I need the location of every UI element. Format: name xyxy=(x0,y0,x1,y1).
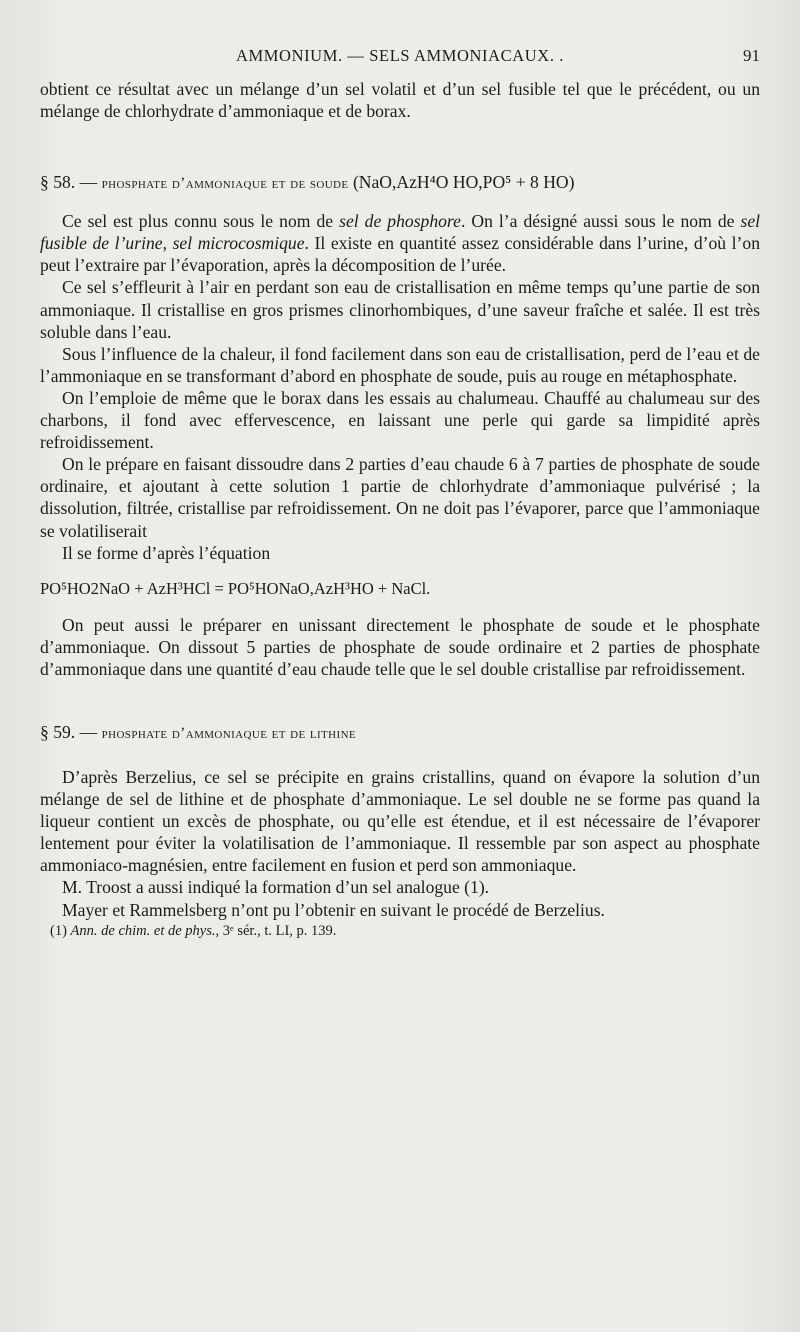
paragraph-troost: M. Troost a aussi indiqué la formation d’un sel analogue (1). xyxy=(62,877,490,898)
italic-term: sel de phosphore xyxy=(339,211,461,232)
paragraph-equation-intro: Il se forme d’après l’équation xyxy=(62,542,271,563)
paragraph-names xyxy=(40,210,760,276)
paragraph-berzelius: D’après Berzelius, ce sel se précipite en grains cristallins, quand on évapore la solution d’un mélange de sel de lithine et de phosphate d’ammoniaque. Le sel double ne se forme pas quand la liqueur contient un excès de phosphate, ou qu’elle est étendue, et il est nécessaire de l’évaporer lentement pour éviter la volatilisation de l’ammoniaque. Il ressemble par son aspect au phosphate ammoniaco-magnésien, entre facilement en fusion et perd son ammoniaque. xyxy=(40,766,760,876)
chemical-equation: PO⁵HO2NaO + AzH³HCl = PO⁵HONaO,AzH³HO + NaCl. xyxy=(40,578,431,598)
section-58-formula: (NaO,AzH⁴O HO,PO⁵ + 8 HO) xyxy=(352,172,575,193)
italic-term: sel microcosmique xyxy=(172,233,305,254)
paragraph-blowpipe: On l’emploie de même que le borax dans les essais au chalumeau. Chauffé au chalumeau sur des charbons, il fond avec effervescence, en laissant une perle qui garde sa limpidité après refroidissement. xyxy=(40,387,760,453)
paragraph-mayer: Mayer et Rammelsberg n’ont pu l’obtenir en suivant le procédé de Berzelius. xyxy=(62,899,605,920)
paragraph-properties: Ce sel s’effleurit à l’air en perdant son eau de cristallisation en même temps qu’une partie de son ammoniaque. Il cristallise en gros prismes clinorhombiques, d’une saveur fraîche et salée. Il est très soluble dans l’eau. xyxy=(40,277,760,342)
paragraph-preparation: On le prépare en faisant dissoudre dans 2 parties d’eau chaude 6 à 7 parties de phosphate de soude ordinaire, et ajoutant à cette solution 1 partie de chlorhydrate d’ammoniaque pulvérisé ; la dissolution, filtrée, cristallise par refroidissement. On ne doit pas l’évaporer, parce que l’ammoniaque se volatiliserait xyxy=(40,454,760,541)
section-58-number: § 58. — xyxy=(40,172,98,193)
footnote-source: Ann. de chim. et de phys. xyxy=(70,922,216,939)
paragraph-continued: obtient ce résultat avec un mélange d’un sel volatil et d’un sel fusible tel que le précédent, ou un mélange de chlorhydrate d’ammoniaque et de borax. xyxy=(40,79,760,122)
page-number: 91 xyxy=(743,46,760,65)
footnote xyxy=(40,921,760,941)
paragraph-alt-preparation: On peut aussi le préparer en unissant directement le phosphate de soude et le phosphate d’ammoniaque. On dissout 5 parties de phosphate de soude ordinaire et 2 parties de phosphate d’ammoniaque dans une quantité d’eau chaude telle que le sel double cristallise par refroidissement. xyxy=(40,614,760,679)
section-58-heading xyxy=(40,170,760,196)
section-58-title: phosphate d’ammoniaque et de soude xyxy=(101,175,349,193)
paragraph-heat: Sous l’influence de la chaleur, il fond facilement dans son eau de cristallisation, perd de l’eau et de l’ammoniaque en se transformant d’abord en phosphate de soude, puis au rouge en métaphosphate. xyxy=(40,343,760,386)
footnote-mark: (1) xyxy=(50,922,67,939)
running-head xyxy=(40,46,760,70)
footnote-rest: , 3ᵉ sér., t. LI, p. 139. xyxy=(215,922,337,939)
section-59-number: § 59. — xyxy=(40,721,98,742)
section-59-heading xyxy=(40,720,760,746)
italic-term: sel fusible de l’urine xyxy=(40,211,761,254)
running-title: AMMONIUM. — SELS AMMONIACAUX. . xyxy=(236,46,564,65)
body-text xyxy=(40,78,760,941)
text-run: . Il existe en quantité assez considérable dans l’urine, d’où l’on peut l’extraire par l’évaporation, après la décomposition de l’urée. xyxy=(40,233,761,276)
text-run: , xyxy=(162,233,173,254)
text-run: . On l’a désigné aussi sous le nom de xyxy=(460,211,741,232)
text-run: Ce sel est plus connu sous le nom de xyxy=(62,211,340,232)
section-59-title: phosphate d’ammoniaque et de lithine xyxy=(101,724,357,742)
